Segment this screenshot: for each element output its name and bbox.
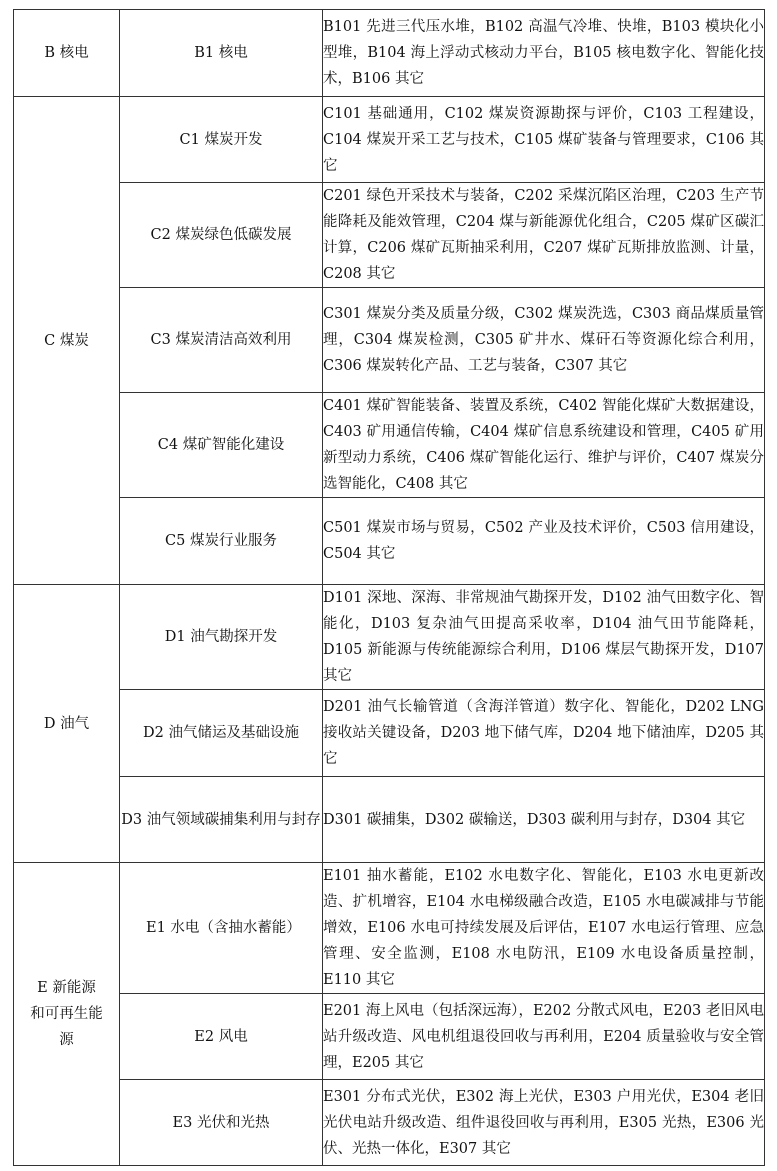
items-text: E301 分布式光伏，E302 海上光伏，E303 户用光伏，E304 老旧光伏电站升级改造、组件退役回收与再利用，E305 光热，E306 光伏、光热一体化，E307 其它 [323, 1088, 764, 1157]
subcategory-cell: D2 油气储运及基础设施 [120, 690, 323, 777]
table-row [14, 498, 765, 585]
subcategory-cell: E2 风电 [120, 994, 323, 1080]
items-text: D301 碳捕集，D302 碳输送，D303 碳利用与封存，D304 其它 [323, 811, 746, 828]
table-row [14, 288, 765, 393]
subcategory-cell: E3 光伏和光热 [120, 1080, 323, 1166]
subcategory-cell: C2 煤炭绿色低碳发展 [120, 183, 323, 288]
subcategory-cell: B1 核电 [120, 10, 323, 97]
table-row [14, 690, 765, 777]
subcategory-cell: C5 煤炭行业服务 [120, 498, 323, 585]
table-row [14, 1080, 765, 1166]
items-text: C401 煤矿智能装备、装置及系统，C402 智能化煤矿大数据建设，C403 矿用通信传输，C404 煤矿信息系统建设和管理，C405 矿用新型动力系统，C406 煤矿智能化运行、维护与评价，C407 煤炭分选智能化，C408 其它 [323, 398, 764, 492]
items-cell [323, 1080, 765, 1166]
table-row [14, 183, 765, 288]
items-cell [323, 288, 765, 393]
items-cell [323, 183, 765, 288]
items-text: D201 油气长输管道（含海洋管道）数字化、智能化，D202 LNG 接收站关键设备，D203 地下储气库，D204 地下储油库，D205 其它 [323, 699, 764, 767]
table-row [14, 994, 765, 1080]
items-cell [323, 777, 765, 863]
items-text: E101 抽水蓄能，E102 水电数字化、智能化，E103 水电更新改造、扩机增容，E104 水电梯级融合改造，E105 水电碳减排与节能增效，E106 水电可持续发展及后评估，E107 水电运行管理、应急管理、安全监测，E108 水电防汛，E109 水电设备质量控制，E110 其它 [323, 868, 764, 988]
table-row [14, 97, 765, 183]
category-cell: C 煤炭 [14, 97, 120, 585]
items-text: C101 基础通用，C102 煤炭资源勘探与评价，C103 工程建设，C104 煤炭开采工艺与技术，C105 煤矿装备与管理要求，C106 其它 [323, 105, 764, 174]
category-cell: E 新能源和可再生能源 [14, 863, 120, 1166]
category-cell: D 油气 [14, 585, 120, 863]
table-row [14, 863, 765, 994]
items-cell [323, 994, 765, 1080]
subcategory-cell: C1 煤炭开发 [120, 97, 323, 183]
items-cell [323, 97, 765, 183]
items-text: E201 海上风电（包括深远海），E202 分散式风电，E203 老旧风电站升级改造、风电机组退役回收与再利用，E204 质量验收与安全管理，E205 其它 [323, 1002, 764, 1071]
items-text: C201 绿色开采技术与装备，C202 采煤沉陷区治理，C203 生产节能降耗及能效管理，C204 煤与新能源优化组合，C205 煤矿区碳汇计算，C206 煤矿瓦斯抽采利用，C207 煤矿瓦斯排放监测、计量，C208 其它 [323, 188, 764, 282]
table-row [14, 777, 765, 863]
items-text: D101 深地、深海、非常规油气勘探开发，D102 油气田数字化、智能化，D103 复杂油气田提高采收率，D104 油气田节能降耗，D105 新能源与传统能源综合利用，D106 煤层气勘探开发，D107 其它 [323, 590, 764, 684]
table-row [14, 393, 765, 498]
standards-classification-table [13, 9, 765, 1166]
items-text: B101 先进三代压水堆，B102 高温气冷堆、快堆，B103 模块化小型堆，B104 海上浮动式核动力平台，B105 核电数字化、智能化技术，B106 其它 [323, 19, 764, 87]
table-row [14, 585, 765, 690]
items-cell [323, 863, 765, 994]
items-cell [323, 498, 765, 585]
items-cell [323, 393, 765, 498]
subcategory-cell: E1 水电（含抽水蓄能） [120, 863, 323, 994]
items-text: C301 煤炭分类及质量分级，C302 煤炭洗选，C303 商品煤质量管理，C304 煤炭检测，C305 矿井水、煤矸石等资源化综合利用，C306 煤炭转化产品、工艺与装备，C307 其它 [323, 306, 764, 374]
category-cell: B 核电 [14, 10, 120, 97]
items-cell [323, 10, 765, 97]
subcategory-cell: D1 油气勘探开发 [120, 585, 323, 690]
subcategory-cell: C3 煤炭清洁高效利用 [120, 288, 323, 393]
items-text: C501 煤炭市场与贸易，C502 产业及技术评价，C503 信用建设，C504 其它 [323, 520, 764, 562]
items-cell [323, 690, 765, 777]
subcategory-cell: D3 油气领域碳捕集利用与封存 [120, 777, 323, 863]
subcategory-cell: C4 煤矿智能化建设 [120, 393, 323, 498]
table-row [14, 10, 765, 97]
items-cell [323, 585, 765, 690]
